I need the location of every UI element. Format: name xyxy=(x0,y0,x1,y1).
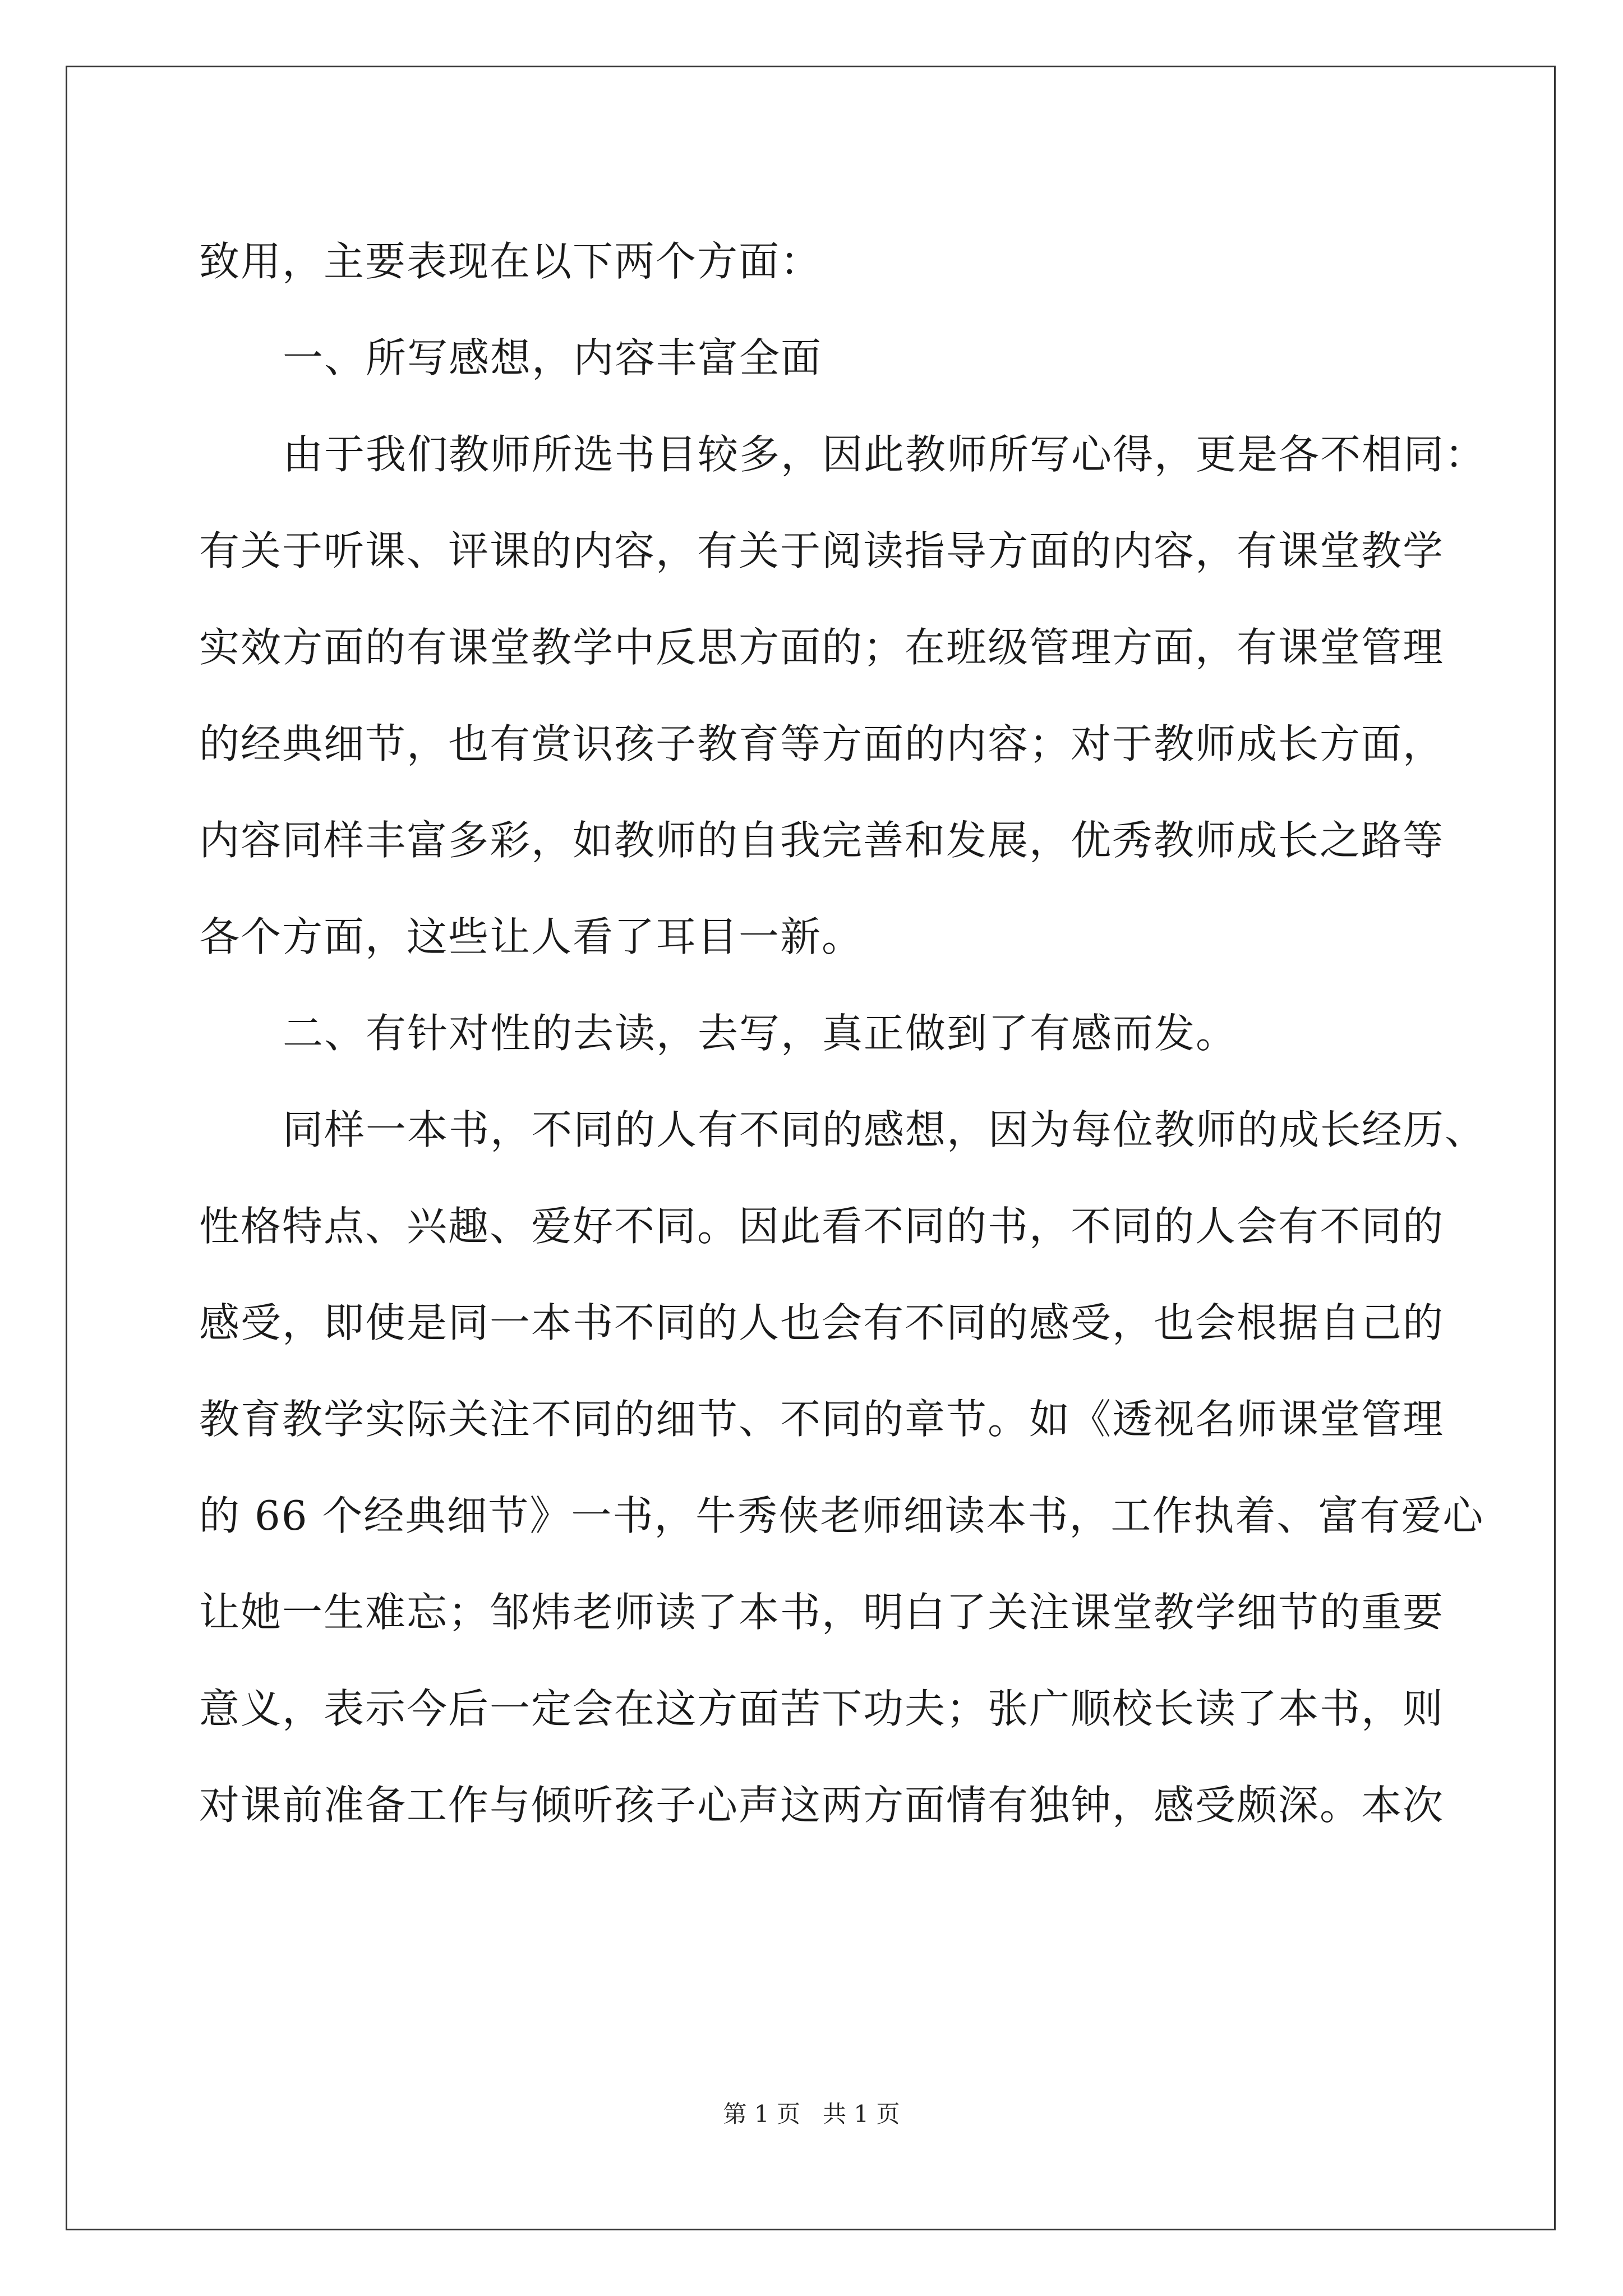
section-heading: 一、所写感想，内容丰富全面 xyxy=(283,334,823,381)
text-line: 同样一本书，不同的人有不同的感想，因为每位教师的成长经历、 xyxy=(283,1106,1487,1153)
section-heading: 二、有针对性的去读，去写，真正做到了有感而发。 xyxy=(283,1010,1238,1057)
text-line: 的经典细节，也有赏识孩子教育等方面的内容；对于教师成长方面， xyxy=(199,720,1445,767)
text-line: 性格特点、兴趣、爱好不同。因此看不同的书，不同的人会有不同的 xyxy=(199,1203,1445,1250)
text-line: 对课前准备工作与倾听孩子心声这两方面情有独钟，感受颇深。本次 xyxy=(199,1782,1445,1829)
text-line: 由于我们教师所选书目较多，因此教师所写心得，更是各不相同： xyxy=(283,431,1487,478)
text-line: 感受，即使是同一本书不同的人也会有不同的感受，也会根据自己的 xyxy=(199,1299,1445,1346)
text-line: 有关于听课、评课的内容，有关于阅读指导方面的内容，有课堂教学 xyxy=(199,527,1445,574)
text-line: 内容同样丰富多彩，如教师的自我完善和发展，优秀教师成长之路等 xyxy=(199,817,1445,864)
text-line: 的 66 个经典细节》一书，牛秀侠老师细读本书，工作执着、富有爱心 xyxy=(199,1492,1484,1539)
text-line: 教育教学实际关注不同的细节、不同的章节。如《透视名师课堂管理 xyxy=(199,1396,1445,1443)
page-number-footer: 第 1 页 共 1 页 xyxy=(723,2100,900,2128)
text-line: 各个方面，这些让人看了耳目一新。 xyxy=(199,913,864,960)
text-line: 意义，表示今后一定会在这方面苦下功夫；张广顺校长读了本书，则 xyxy=(199,1685,1445,1732)
text-line: 致用，主要表现在以下两个方面： xyxy=(199,238,822,285)
document-body xyxy=(199,213,1487,1853)
text-line: 让她一生难忘；邹炜老师读了本书，明白了关注课堂教学细节的重要 xyxy=(199,1589,1445,1636)
text-line: 实效方面的有课堂教学中反思方面的；在班级管理方面，有课堂管理 xyxy=(199,624,1445,671)
